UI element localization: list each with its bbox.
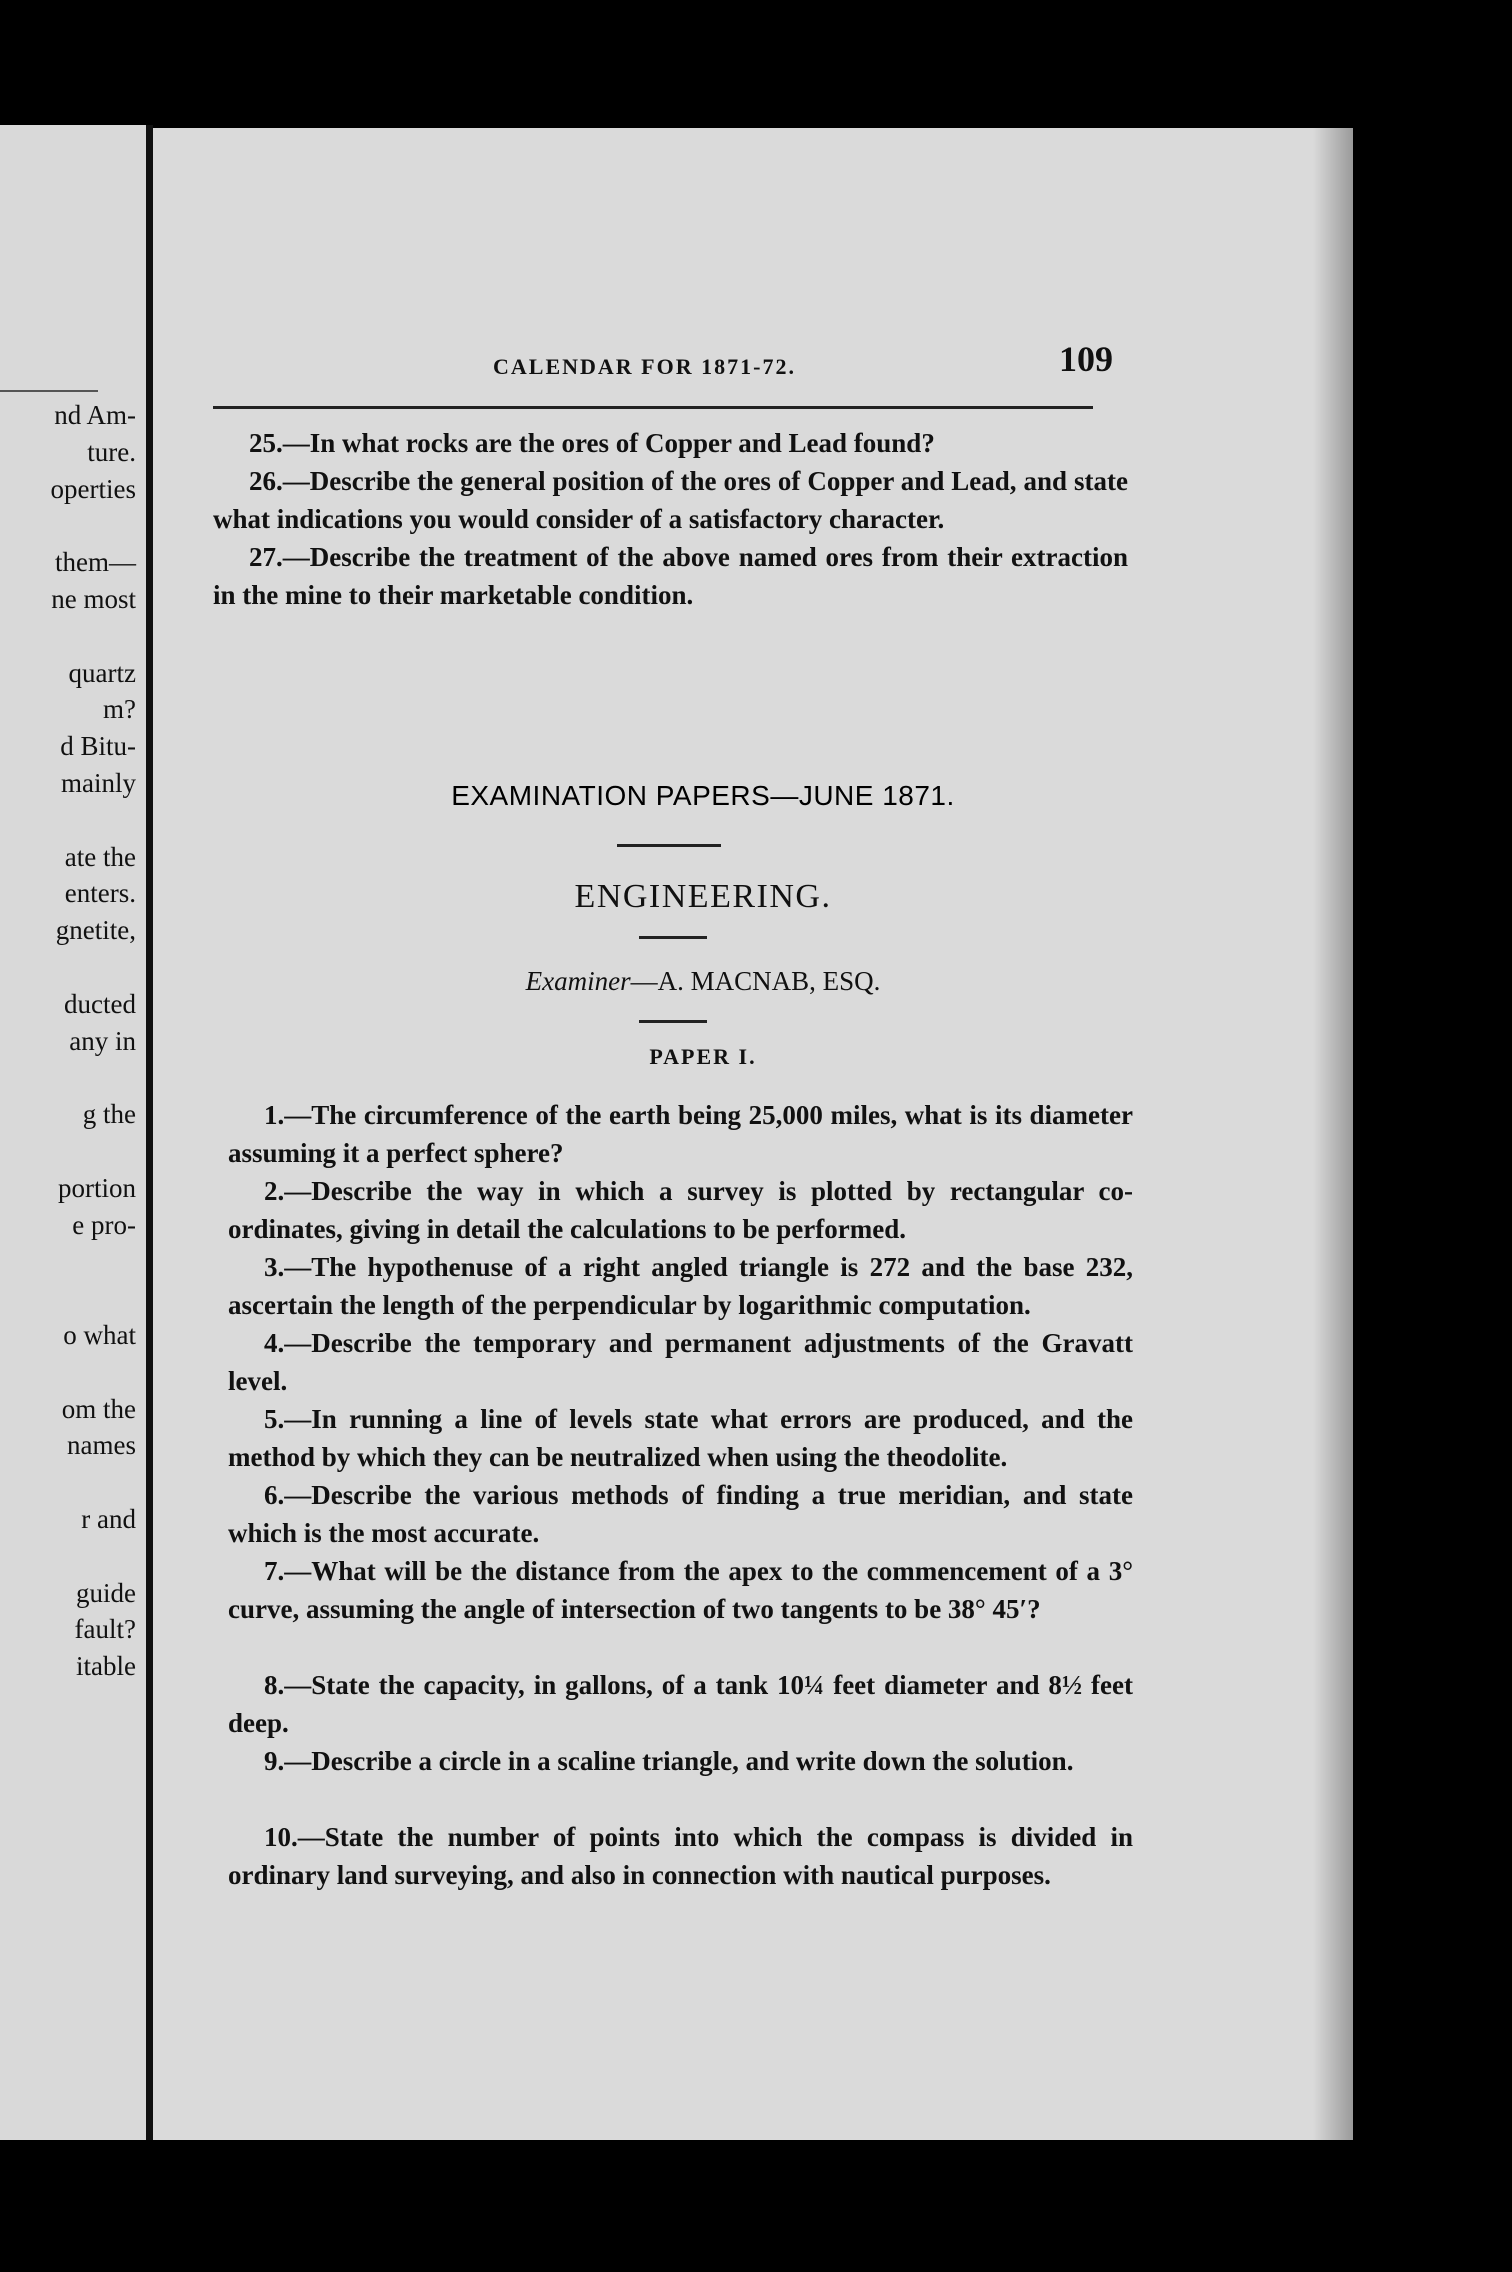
exam-title: EXAMINATION PAPERS—JUNE 1871. xyxy=(451,780,955,811)
facing-page-line: r and xyxy=(81,1504,136,1534)
examiner-label: Examiner xyxy=(525,966,631,996)
question-text: —Describe a circle in a scaline triangle, and write down the solution. xyxy=(284,1746,1074,1776)
question-number: 7. xyxy=(264,1556,285,1586)
question-number: 25. xyxy=(249,428,283,458)
facing-page-line: ducted xyxy=(64,988,136,1019)
facing-page-line: portion xyxy=(58,1172,136,1203)
question-number: 9. xyxy=(264,1746,285,1776)
question-text: —In running a line of levels state what errors are produced, and the method by which they can be neutralized when using the theodolite. xyxy=(228,1404,1133,1472)
question-4 xyxy=(228,1324,1133,1400)
running-head: CALENDAR FOR 1871-72. xyxy=(493,354,796,379)
question-1 xyxy=(228,1096,1133,1172)
facing-page-line: e pro- xyxy=(72,1209,136,1240)
facing-page-line: guide xyxy=(76,1577,136,1608)
facing-page-line: them— xyxy=(55,547,136,578)
facing-page-line: itable xyxy=(76,1651,136,1682)
question-text: —What will be the distance from the apex to the commencement of a 3° curve, assuming the angle of intersection of two tangents to be 38° 45′? xyxy=(228,1556,1133,1624)
question-number: 2. xyxy=(264,1176,285,1206)
paper-number: PAPER I. xyxy=(649,1044,757,1069)
question-text: —Describe the general position of the ores of Copper and Lead, and state what indications you would consider of a satisfactory character. xyxy=(213,466,1128,534)
facing-page-line: quartz xyxy=(68,657,136,688)
facing-page-line: d Bitu- xyxy=(60,731,136,762)
question-text: —The hypothenuse of a right angled triangle is 272 and the base 232, ascertain the length of the perpendicular by logarithmic computation. xyxy=(228,1252,1133,1320)
question-25 xyxy=(213,424,1128,462)
examiner-name: —A. MACNAB, ESQ. xyxy=(630,966,881,996)
facing-page-line: nd Am- xyxy=(54,400,136,430)
examiner-line xyxy=(153,966,1253,997)
question-text: —Describe the various methods of finding a true meridian, and state which is the most accurate. xyxy=(228,1480,1133,1548)
question-text: —Describe the treatment of the above named ores from their extraction in the mine to their marketable condition. xyxy=(213,542,1128,610)
facing-page-line: m? xyxy=(103,694,136,725)
facing-page-line: mainly xyxy=(61,768,136,798)
facing-page-line: names xyxy=(67,1430,136,1461)
question-text: —State the number of points into which the compass is divided in ordinary land surveying, and also in connection with nautical purposes. xyxy=(228,1822,1133,1890)
question-text: —In what rocks are the ores of Copper and Lead found? xyxy=(282,428,935,458)
question-2 xyxy=(228,1172,1133,1248)
header-rule xyxy=(213,406,1093,409)
question-number: 4. xyxy=(264,1328,285,1358)
question-number: 3. xyxy=(264,1252,285,1282)
question-number: 10. xyxy=(264,1822,298,1852)
facing-page-line: any in xyxy=(69,1025,136,1056)
question-text: —State the capacity, in gallons, of a tank 10¼ feet diameter and 8½ feet deep. xyxy=(228,1670,1133,1738)
facing-page-line: ture. xyxy=(87,436,136,467)
question-7 xyxy=(228,1552,1133,1628)
subject-rule xyxy=(639,936,707,939)
question-text: —Describe the way in which a survey is plotted by rectangular co-ordinates, giving in detail the calculations to be performed. xyxy=(228,1176,1133,1244)
facing-page-rule xyxy=(0,390,98,392)
book-gutter xyxy=(146,125,153,2140)
question-10 xyxy=(228,1818,1133,1894)
question-number: 1. xyxy=(264,1100,285,1130)
examiner-rule xyxy=(639,1020,707,1023)
facing-page-line: o what xyxy=(63,1320,136,1350)
facing-page xyxy=(0,125,146,2140)
question-number: 6. xyxy=(264,1480,285,1510)
question-number: 27. xyxy=(249,542,283,572)
question-text: —The circumference of the earth being 25,000 miles, what is its diameter assuming it a perfect sphere? xyxy=(228,1100,1133,1168)
facing-page-line: operties xyxy=(50,473,136,504)
question-9 xyxy=(228,1742,1133,1780)
facing-page-line: ate the xyxy=(64,841,136,872)
facing-page-line: fault? xyxy=(74,1614,136,1645)
question-8 xyxy=(228,1666,1133,1742)
facing-page-line: gnetite, xyxy=(55,915,136,946)
question-5 xyxy=(228,1400,1133,1476)
facing-page-line: g the xyxy=(82,1099,136,1130)
question-number: 8. xyxy=(264,1670,285,1700)
book-page xyxy=(153,128,1353,2140)
question-number: 26. xyxy=(249,466,283,496)
page-edge-shadow xyxy=(1313,128,1353,2140)
question-26 xyxy=(213,462,1128,538)
question-3 xyxy=(228,1248,1133,1324)
facing-page-line: om the xyxy=(61,1393,136,1424)
facing-page-line: ne most xyxy=(51,584,136,614)
question-text: —Describe the temporary and permanent adjustments of the Gravatt level. xyxy=(228,1328,1133,1396)
question-27 xyxy=(213,538,1128,614)
question-6 xyxy=(228,1476,1133,1552)
question-number: 5. xyxy=(264,1404,285,1434)
title-rule xyxy=(617,844,721,847)
page-number: 109 xyxy=(1059,339,1113,379)
subject-heading: ENGINEERING. xyxy=(574,878,832,915)
facing-page-line: enters. xyxy=(64,878,136,909)
